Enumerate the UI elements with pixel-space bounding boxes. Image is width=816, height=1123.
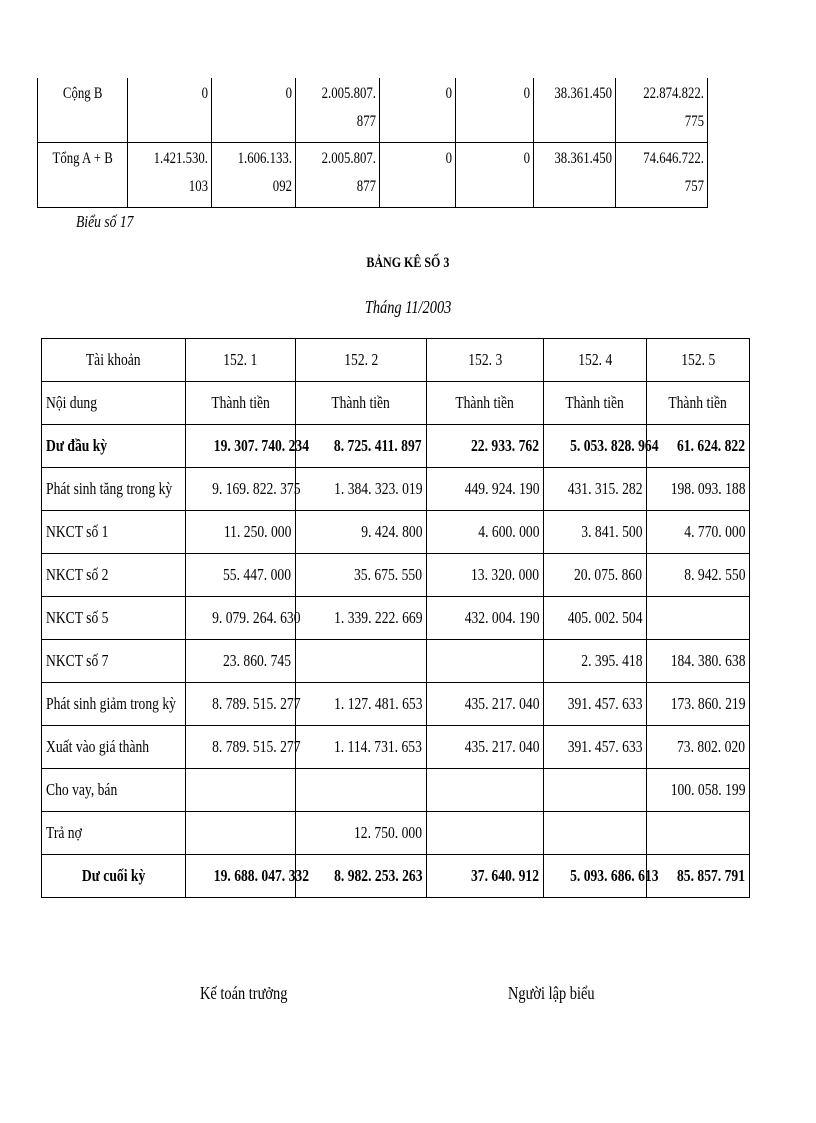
ledger-cell: 8. 942. 550 <box>647 554 750 597</box>
ledger-cell: 19. 307. 740. 234 <box>186 425 296 468</box>
ledger-row <box>42 511 750 554</box>
ledger-row-label: NKCT số 1 <box>42 511 186 554</box>
ledger-row-label: Xuất vào giá thành <box>42 726 186 769</box>
summary-row <box>38 78 708 143</box>
summary-cell: 2.005.807. 877 <box>296 78 380 143</box>
summary-table-fragment <box>37 78 708 208</box>
account-header: 152. 3 <box>427 339 544 382</box>
ledger-cell: 435. 217. 040 <box>427 726 544 769</box>
ledger-cell <box>296 640 427 683</box>
ledger-cell: 198. 093. 188 <box>647 468 750 511</box>
ledger-row-label: Cho vay, bán <box>42 769 186 812</box>
report-month: Tháng 11/2003 <box>364 297 452 317</box>
ledger-cell: 9. 424. 800 <box>296 511 427 554</box>
ledger-row <box>42 597 750 640</box>
summary-cell: 0 <box>380 143 456 208</box>
ledger-row-label: Dư đầu kỳ <box>42 425 186 468</box>
ledger-cell <box>647 597 750 640</box>
subheader: Thành tiền <box>296 382 427 425</box>
ledger-cell: 100. 058. 199 <box>647 769 750 812</box>
ledger-cell: 9. 169. 822. 375 <box>186 468 296 511</box>
ledger-cell: 431. 315. 282 <box>544 468 647 511</box>
ledger-cell: 23. 860. 745 <box>186 640 296 683</box>
ledger-row-label: NKCT số 7 <box>42 640 186 683</box>
ledger-cell: 73. 802. 020 <box>647 726 750 769</box>
account-header: 152. 1 <box>186 339 296 382</box>
ledger-cell <box>427 812 544 855</box>
ledger-row <box>42 468 750 511</box>
summary-cell: 38.361.450 <box>534 78 616 143</box>
ledger-cell: 1. 339. 222. 669 <box>296 597 427 640</box>
ledger-cell: 449. 924. 190 <box>427 468 544 511</box>
subheader: Thành tiền <box>427 382 544 425</box>
ledger-cell: 8. 789. 515. 277 <box>186 683 296 726</box>
summary-cell: 0 <box>212 78 296 143</box>
ledger-row <box>42 425 750 468</box>
ledger-row-label: Dư cuối kỳ <box>42 855 186 898</box>
ledger-row <box>42 812 750 855</box>
form-number: Biểu số 17 <box>76 212 134 231</box>
summary-row-label: Tổng A + B <box>38 143 128 208</box>
summary-cell: 0 <box>456 143 534 208</box>
header-account-label: Tài khoản <box>42 339 186 382</box>
summary-row-label: Cộng B <box>38 78 128 143</box>
ledger-cell: 5. 093. 686. 613 <box>544 855 647 898</box>
ledger-cell: 173. 860. 219 <box>647 683 750 726</box>
account-header: 152. 2 <box>296 339 427 382</box>
ledger-cell: 37. 640. 912 <box>427 855 544 898</box>
ledger-row <box>42 683 750 726</box>
account-header: 152. 4 <box>544 339 647 382</box>
ledger-row-label: Phát sinh tăng trong kỳ <box>42 468 186 511</box>
ledger-cell: 391. 457. 633 <box>544 726 647 769</box>
ledger-row-label: NKCT số 2 <box>42 554 186 597</box>
ledger-cell <box>186 769 296 812</box>
subheader: Thành tiền <box>647 382 750 425</box>
subheader: Thành tiền <box>544 382 647 425</box>
ledger-cell: 435. 217. 040 <box>427 683 544 726</box>
ledger-table <box>41 338 750 898</box>
ledger-cell: 2. 395. 418 <box>544 640 647 683</box>
ledger-cell <box>427 640 544 683</box>
ledger-row <box>42 855 750 898</box>
ledger-cell: 19. 688. 047. 332 <box>186 855 296 898</box>
account-header: 152. 5 <box>647 339 750 382</box>
summary-cell: 22.874.822. 775 <box>616 78 708 143</box>
header-row-accounts <box>42 339 750 382</box>
ledger-row-label: NKCT số 5 <box>42 597 186 640</box>
ledger-row <box>42 769 750 812</box>
ledger-cell: 22. 933. 762 <box>427 425 544 468</box>
ledger-cell: 20. 075. 860 <box>544 554 647 597</box>
ledger-cell <box>186 812 296 855</box>
ledger-cell: 4. 600. 000 <box>427 511 544 554</box>
summary-cell: 38.361.450 <box>534 143 616 208</box>
ledger-cell: 391. 457. 633 <box>544 683 647 726</box>
ledger-cell: 405. 002. 504 <box>544 597 647 640</box>
ledger-row-label: Phát sinh giảm trong kỳ <box>42 683 186 726</box>
subheader: Thành tiền <box>186 382 296 425</box>
ledger-cell: 1. 384. 323. 019 <box>296 468 427 511</box>
ledger-cell: 3. 841. 500 <box>544 511 647 554</box>
ledger-cell: 61. 624. 822 <box>647 425 750 468</box>
ledger-cell: 11. 250. 000 <box>186 511 296 554</box>
ledger-cell <box>544 769 647 812</box>
ledger-cell: 13. 320. 000 <box>427 554 544 597</box>
ledger-cell: 85. 857. 791 <box>647 855 750 898</box>
ledger-cell <box>647 812 750 855</box>
signature-preparer: Người lập biểu <box>508 983 595 1003</box>
report-title: BẢNG KÊ SỐ 3 <box>366 255 450 271</box>
ledger-cell: 8. 725. 411. 897 <box>296 425 427 468</box>
summary-cell: 2.005.807. 877 <box>296 143 380 208</box>
ledger-cell <box>544 812 647 855</box>
ledger-cell: 8. 982. 253. 263 <box>296 855 427 898</box>
summary-cell: 1.421.530. 103 <box>128 143 212 208</box>
ledger-row-label: Trả nợ <box>42 812 186 855</box>
summary-cell: 0 <box>380 78 456 143</box>
ledger-cell: 4. 770. 000 <box>647 511 750 554</box>
summary-row <box>38 143 708 208</box>
ledger-cell: 55. 447. 000 <box>186 554 296 597</box>
header-content-label: Nội dung <box>42 382 186 425</box>
ledger-cell: 1. 127. 481. 653 <box>296 683 427 726</box>
ledger-cell: 1. 114. 731. 653 <box>296 726 427 769</box>
header-row-subheaders <box>42 382 750 425</box>
ledger-cell: 8. 789. 515. 277 <box>186 726 296 769</box>
ledger-row <box>42 554 750 597</box>
ledger-cell: 35. 675. 550 <box>296 554 427 597</box>
summary-cell: 0 <box>128 78 212 143</box>
ledger-cell: 5. 053. 828. 964 <box>544 425 647 468</box>
signature-chief-accountant: Kế toán trưởng <box>200 983 288 1003</box>
ledger-row <box>42 726 750 769</box>
ledger-cell <box>296 769 427 812</box>
summary-cell: 1.606.133. 092 <box>212 143 296 208</box>
ledger-cell: 184. 380. 638 <box>647 640 750 683</box>
ledger-cell: 12. 750. 000 <box>296 812 427 855</box>
ledger-cell <box>427 769 544 812</box>
ledger-cell: 432. 004. 190 <box>427 597 544 640</box>
summary-cell: 0 <box>456 78 534 143</box>
summary-cell: 74.646.722. 757 <box>616 143 708 208</box>
ledger-row <box>42 640 750 683</box>
ledger-cell: 9. 079. 264. 630 <box>186 597 296 640</box>
